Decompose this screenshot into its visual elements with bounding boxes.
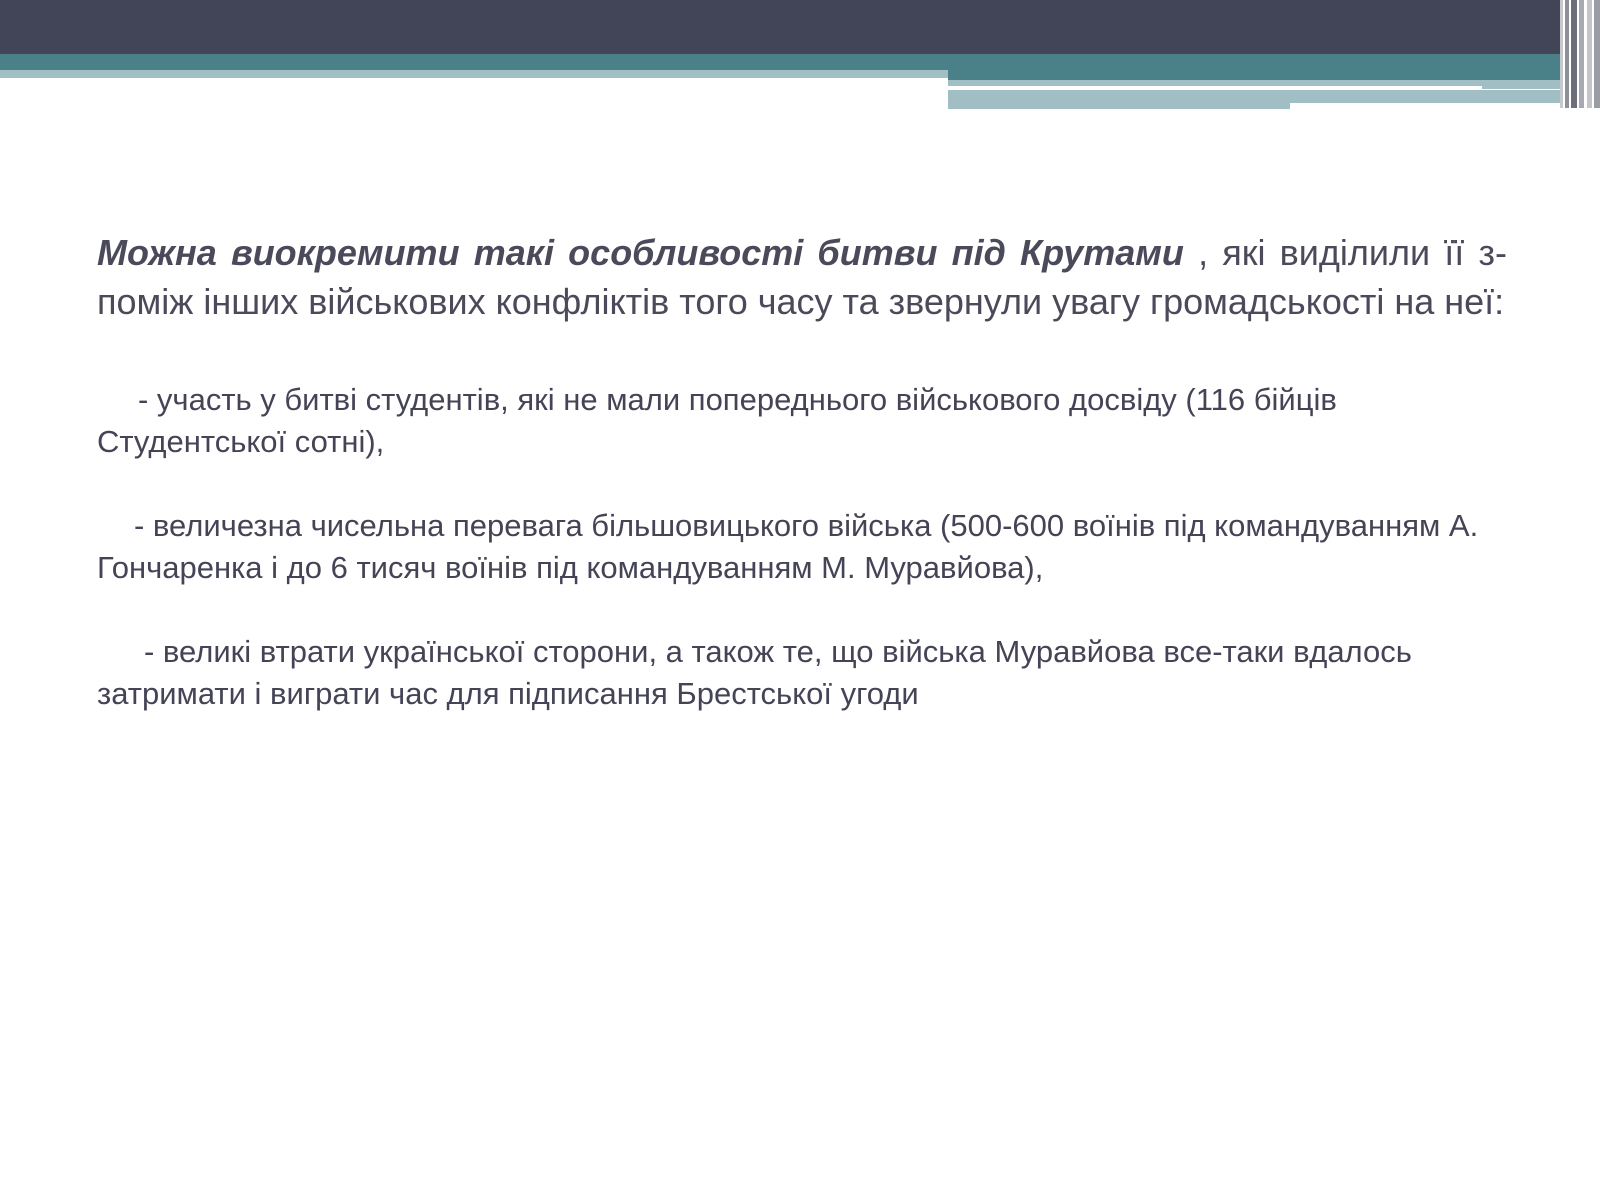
header-white-step xyxy=(1290,103,1560,109)
intro-lead-text: Можна виокремити такі особливості битви під Крутами xyxy=(97,232,1184,273)
header-band-teal-right xyxy=(948,70,1560,80)
header-band-light-bottom xyxy=(948,104,1290,109)
header-band-teal xyxy=(0,54,1560,70)
intro-rest-text: , які виділили її з-поміж інших військових конфліктів того часу та звернули увагу громадськості на неї: xyxy=(97,232,1507,322)
header-band-dark xyxy=(0,0,1560,54)
right-edge-stripes xyxy=(1560,0,1600,108)
header-band-light-right-lower xyxy=(948,90,1560,104)
point-losses: - великі втрати української сторони, а також те, що війська Муравйова все-таки вдалось затримати і виграти час для підписання Брестської угоди xyxy=(97,634,1412,711)
slide-body xyxy=(97,228,1507,715)
header-white-line xyxy=(948,86,1482,90)
point-bolshevik-advantage: - величезна чисельна перевага більшовицького війська (500-600 воїнів під командуванням А. Гончаренка і до 6 тисяч воїнів під командуванням М. Муравйова), xyxy=(97,508,1479,585)
header-band-light-left xyxy=(0,70,948,78)
intro-paragraph xyxy=(97,228,1507,326)
point-students: - участь у битві студентів, які не мали попереднього військового досвіду (116 бійців Студентської сотні), xyxy=(97,382,1337,459)
